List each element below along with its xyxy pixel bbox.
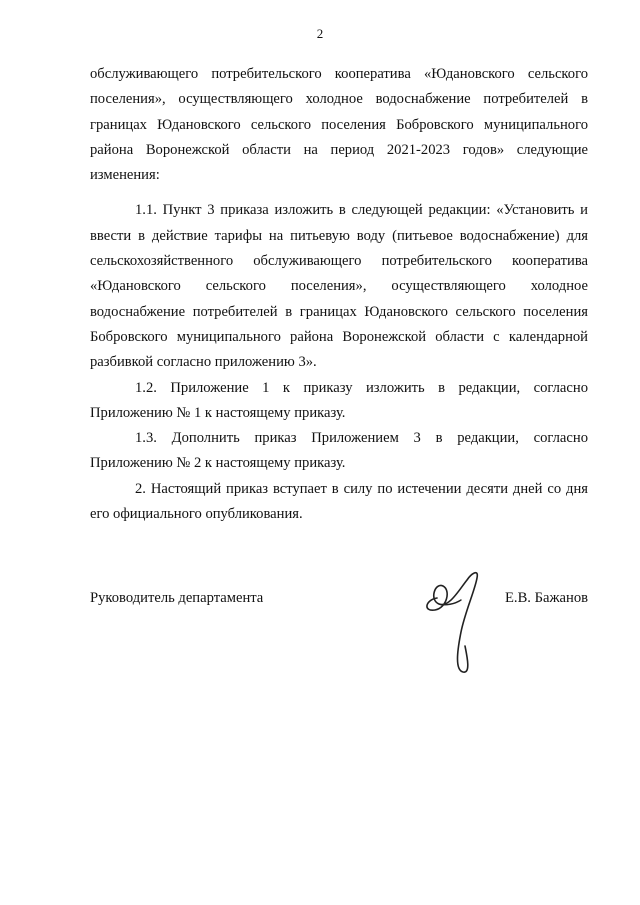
paragraph-1-2: 1.2. Приложение 1 к приказу изложить в редакции, согласно Приложению № 1 к настоящему приказу. xyxy=(90,379,588,421)
paragraph-2: 2. Настоящий приказ вступает в силу по истечении десяти дней со дня его официального опубликования. xyxy=(90,480,588,523)
handwritten-signature xyxy=(415,560,500,685)
body-text xyxy=(90,62,588,527)
signatory-name: Е.В. Бажанов xyxy=(505,590,589,606)
paragraph-1-3: 1.3. Дополнить приказ Приложением 3 в редакции, согласно Приложению № 2 к настоящему приказу. xyxy=(90,430,588,472)
paragraph-continuation: обслуживающего потребительского кооператива «Юдановского сельского поселения», осуществляющего холодное водоснабжение потребителей в границах Юдановского сельского поселения Бобровского муниципального района Воронежской области на период 2021-2023 годов» следующие изменения: xyxy=(90,66,588,184)
page-number: 2 xyxy=(316,26,324,41)
signatory-position: Руководитель департамента xyxy=(90,590,264,606)
paragraph-1-1: 1.1. Пункт 3 приказа изложить в следующей редакции: «Установить и ввести в действие тарифы на питьевую воду (питьевое водоснабжение) для сельскохозяйственного обслуживающего потребительского кооператива «Юдановского сельского поселения», осуществляющего холодное водоснабжение потребителей в границах Юдановского сельского поселения Бобровского муниципального района Воронежской области с календарной разбивкой согласно приложению 3». xyxy=(90,202,588,371)
